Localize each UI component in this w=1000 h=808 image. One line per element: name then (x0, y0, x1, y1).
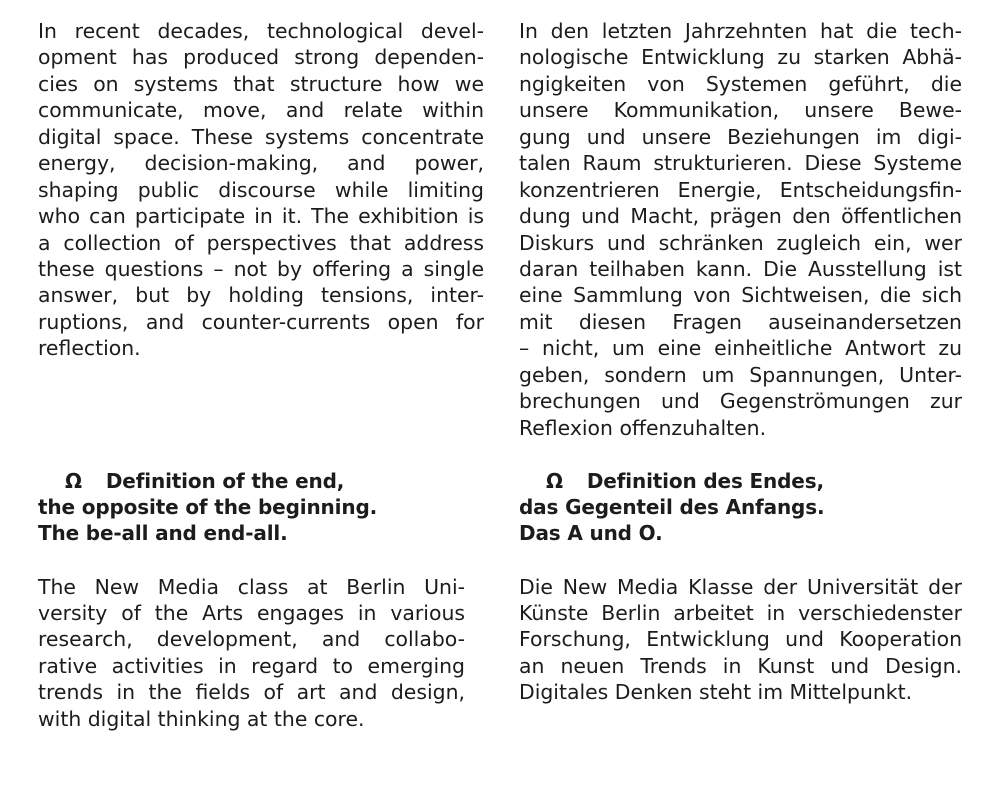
heading-line-text: Definition des Endes, (586, 468, 824, 493)
text-line: – nicht, um eine einheitliche Antwort zu (519, 336, 962, 361)
text-line: energy, decision-making, and power, (38, 151, 484, 176)
text-line: talen Raum strukturieren. Diese Systeme (519, 151, 962, 176)
text-line: a collection of perspectives that address (38, 230, 484, 255)
text-line: unsere Kommunikation, unsere Bewe- (519, 98, 962, 123)
text-line: Die New Media Klasse der Universität der (519, 574, 962, 599)
text-line: nologische Entwicklung zu starken Abhä- (519, 45, 962, 70)
heading-line: Das A und O. (519, 521, 663, 546)
omega-icon: Ω (546, 468, 563, 493)
text-line: reflection. (38, 336, 141, 361)
text-line: shaping public discourse while limiting (38, 177, 484, 202)
heading-line-text: Definition of the end, (105, 468, 345, 493)
text-line: ngigkeiten von Systemen geführt, die (519, 71, 962, 96)
heading-line: The be-all and end-all. (38, 521, 288, 546)
text-line: mit diesen Fragen auseinandersetzen (519, 309, 962, 334)
text-line: with digital thinking at the core. (38, 706, 365, 731)
text-line: rative activities in regard to emerging (38, 653, 465, 678)
heading-line (519, 468, 962, 494)
text-line: answer, but by holding tensions, inter- (38, 283, 484, 308)
text-line: Forschung, Entwicklung und Kooperation (519, 627, 962, 652)
text-line: gung und unsere Beziehungen im digi- (519, 124, 962, 149)
text-line: konzentrieren Energie, Entscheidungsfin- (519, 177, 962, 202)
omega-icon: Ω (65, 468, 82, 493)
text-line: geben, sondern um Spannungen, Unter- (519, 362, 962, 387)
heading-line (38, 468, 484, 494)
text-line: Reflexion offenzuhalten. (519, 415, 767, 440)
text-line: dung und Macht, prägen den öffentlichen (519, 204, 962, 229)
heading-line: the opposite of the beginning. (38, 495, 378, 520)
intro-paragraph-en (38, 18, 484, 362)
text-line: trends in the fields of art and design, (38, 680, 465, 705)
text-line: eine Sammlung von Sichtweisen, die sich (519, 283, 962, 308)
text-line: Diskurs und schränken zugleich ein, wer (519, 230, 962, 255)
text-line: daran teilhaben kann. Die Ausstellung ist (519, 256, 962, 281)
intro-paragraph-de (519, 18, 962, 441)
text-line: brechungen und Gegenströmungen zur (519, 389, 962, 414)
text-line: communicate, move, and relate within (38, 98, 484, 123)
text-line: In recent decades, technological devel- (38, 19, 484, 43)
text-line: digital space. These systems concentrate (38, 124, 484, 149)
text-line: research, development, and collabo- (38, 627, 465, 652)
text-line: ruptions, and counter-currents open for (38, 309, 484, 334)
about-paragraph-en (38, 574, 465, 733)
text-line: Digitales Denken steht im Mittelpunkt. (519, 680, 913, 705)
text-line: versity of the Arts engages in various (38, 600, 465, 625)
text-line: opment has produced strong dependen- (38, 45, 484, 70)
text-line: In den letzten Jahrzehnten hat die tech- (519, 19, 962, 43)
text-line: The New Media class at Berlin Uni- (38, 574, 465, 599)
about-paragraph-de (519, 574, 962, 706)
text-line: who can participate in it. The exhibition is (38, 204, 484, 229)
section-heading-de (519, 468, 962, 547)
text-line: Künste Berlin arbeitet in verschiedenster (519, 600, 962, 625)
section-heading-en (38, 468, 484, 547)
text-line: an neuen Trends in Kunst und Design. (519, 653, 962, 678)
heading-line: das Gegenteil des Anfangs. (519, 495, 825, 520)
text-line: cies on systems that structure how we (38, 71, 484, 96)
text-line: these questions – not by offering a single (38, 256, 484, 281)
